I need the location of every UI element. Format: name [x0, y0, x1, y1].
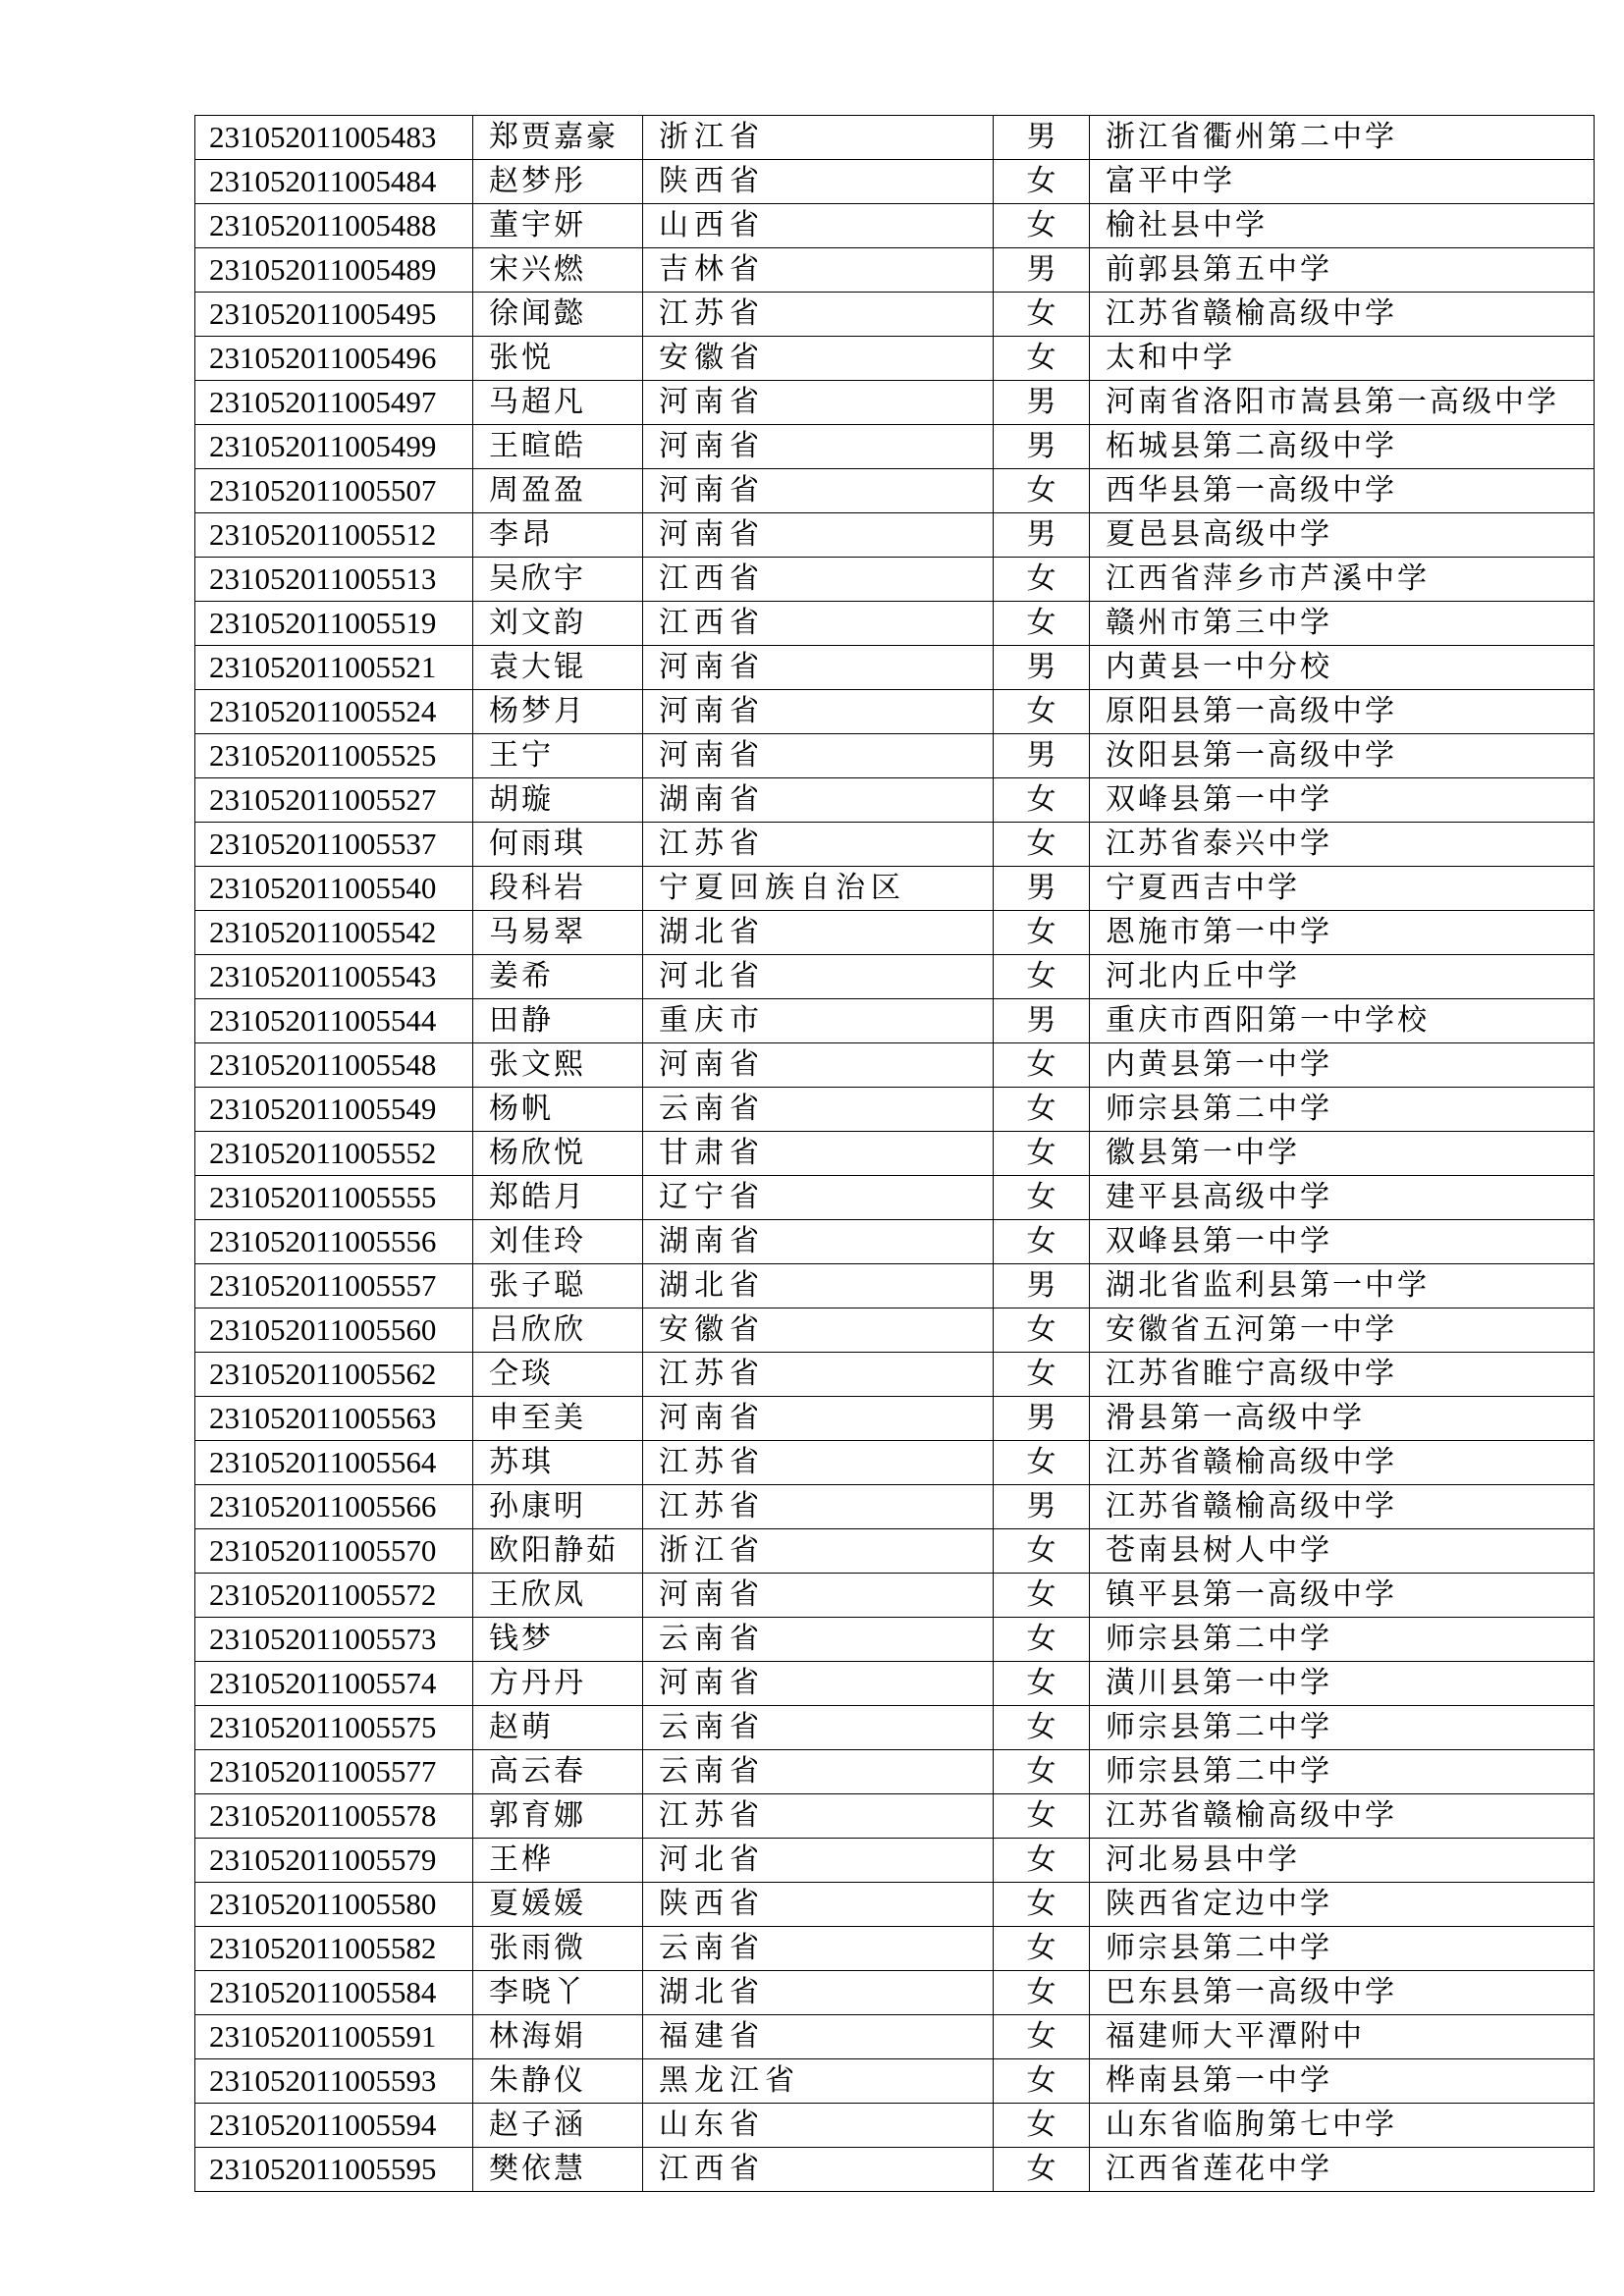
- school-cell: 河北内丘中学: [1090, 955, 1595, 999]
- student-id-cell: 231052011005573: [195, 1618, 473, 1662]
- province-cell: 湖北省: [643, 1264, 994, 1308]
- gender-cell: 女: [994, 2104, 1090, 2148]
- table-row: [195, 469, 1595, 513]
- student-name-cell: 张雨微: [473, 1927, 643, 1971]
- table-row: [195, 1574, 1595, 1618]
- table-row: [195, 867, 1595, 911]
- gender-cell: 女: [994, 1794, 1090, 1839]
- school-cell: 苍南县树人中学: [1090, 1529, 1595, 1574]
- student-name-cell: 王欣凤: [473, 1574, 643, 1618]
- student-name-cell: 郭育娜: [473, 1794, 643, 1839]
- table-row: [195, 293, 1595, 337]
- student-id-cell: 231052011005484: [195, 160, 473, 204]
- province-cell: 江苏省: [643, 1485, 994, 1529]
- student-id-cell: 231052011005542: [195, 911, 473, 955]
- province-cell: 安徽省: [643, 1308, 994, 1353]
- gender-cell: 男: [994, 248, 1090, 293]
- province-cell: 河南省: [643, 690, 994, 734]
- student-id-cell: 231052011005577: [195, 1750, 473, 1794]
- table-row: [195, 734, 1595, 778]
- table-row: [195, 1529, 1595, 1574]
- gender-cell: 女: [994, 337, 1090, 381]
- province-cell: 云南省: [643, 1618, 994, 1662]
- school-cell: 宁夏西吉中学: [1090, 867, 1595, 911]
- school-cell: 滑县第一高级中学: [1090, 1397, 1595, 1441]
- student-name-cell: 仝琰: [473, 1353, 643, 1397]
- student-id-cell: 231052011005562: [195, 1353, 473, 1397]
- student-id-cell: 231052011005512: [195, 513, 473, 558]
- student-name-cell: 王暄皓: [473, 425, 643, 469]
- gender-cell: 女: [994, 160, 1090, 204]
- province-cell: 陕西省: [643, 1883, 994, 1927]
- province-cell: 安徽省: [643, 337, 994, 381]
- gender-cell: 女: [994, 1883, 1090, 1927]
- table-row: [195, 248, 1595, 293]
- student-name-cell: 袁大锟: [473, 646, 643, 690]
- school-cell: 福建师大平潭附中: [1090, 2015, 1595, 2059]
- student-id-cell: 231052011005540: [195, 867, 473, 911]
- school-cell: 富平中学: [1090, 160, 1595, 204]
- gender-cell: 女: [994, 469, 1090, 513]
- student-name-cell: 刘佳玲: [473, 1220, 643, 1264]
- student-name-cell: 吕欣欣: [473, 1308, 643, 1353]
- province-cell: 江西省: [643, 558, 994, 602]
- province-cell: 河南省: [643, 1397, 994, 1441]
- gender-cell: 女: [994, 1220, 1090, 1264]
- student-name-cell: 张悦: [473, 337, 643, 381]
- student-id-cell: 231052011005544: [195, 999, 473, 1043]
- school-cell: 桦南县第一中学: [1090, 2059, 1595, 2104]
- table-row: [195, 778, 1595, 823]
- table-row: [195, 1706, 1595, 1750]
- student-name-cell: 杨梦月: [473, 690, 643, 734]
- gender-cell: 女: [994, 1308, 1090, 1353]
- school-cell: 原阳县第一高级中学: [1090, 690, 1595, 734]
- table-row: [195, 116, 1595, 160]
- province-cell: 云南省: [643, 1088, 994, 1132]
- table-row: [195, 955, 1595, 999]
- student-name-cell: 赵梦彤: [473, 160, 643, 204]
- student-name-cell: 张子聪: [473, 1264, 643, 1308]
- province-cell: 江西省: [643, 602, 994, 646]
- student-id-cell: 231052011005499: [195, 425, 473, 469]
- student-name-cell: 高云春: [473, 1750, 643, 1794]
- school-cell: 徽县第一中学: [1090, 1132, 1595, 1176]
- school-cell: 前郭县第五中学: [1090, 248, 1595, 293]
- school-cell: 汝阳县第一高级中学: [1090, 734, 1595, 778]
- province-cell: 河南省: [643, 381, 994, 425]
- school-cell: 山东省临朐第七中学: [1090, 2104, 1595, 2148]
- province-cell: 江苏省: [643, 293, 994, 337]
- table-row: [195, 558, 1595, 602]
- student-name-cell: 郑皓月: [473, 1176, 643, 1220]
- province-cell: 吉林省: [643, 248, 994, 293]
- student-name-cell: 欧阳静茹: [473, 1529, 643, 1574]
- student-name-cell: 苏琪: [473, 1441, 643, 1485]
- student-id-cell: 231052011005527: [195, 778, 473, 823]
- student-name-cell: 杨帆: [473, 1088, 643, 1132]
- roster-body: [195, 116, 1595, 2192]
- student-id-cell: 231052011005572: [195, 1574, 473, 1618]
- school-cell: 师宗县第二中学: [1090, 1750, 1595, 1794]
- gender-cell: 女: [994, 2015, 1090, 2059]
- school-cell: 双峰县第一中学: [1090, 1220, 1595, 1264]
- province-cell: 河南省: [643, 513, 994, 558]
- table-row: [195, 1397, 1595, 1441]
- province-cell: 浙江省: [643, 116, 994, 160]
- student-name-cell: 孙康明: [473, 1485, 643, 1529]
- gender-cell: 女: [994, 778, 1090, 823]
- student-name-cell: 刘文韵: [473, 602, 643, 646]
- gender-cell: 女: [994, 823, 1090, 867]
- table-row: [195, 646, 1595, 690]
- table-row: [195, 2104, 1595, 2148]
- province-cell: 湖南省: [643, 778, 994, 823]
- student-id-cell: 231052011005563: [195, 1397, 473, 1441]
- gender-cell: 女: [994, 1088, 1090, 1132]
- school-cell: 江苏省赣榆高级中学: [1090, 1794, 1595, 1839]
- student-id-cell: 231052011005574: [195, 1662, 473, 1706]
- student-name-cell: 杨欣悦: [473, 1132, 643, 1176]
- gender-cell: 女: [994, 2059, 1090, 2104]
- gender-cell: 女: [994, 1662, 1090, 1706]
- gender-cell: 男: [994, 1397, 1090, 1441]
- school-cell: 陕西省定边中学: [1090, 1883, 1595, 1927]
- table-row: [195, 911, 1595, 955]
- student-id-cell: 231052011005548: [195, 1043, 473, 1088]
- province-cell: 重庆市: [643, 999, 994, 1043]
- table-row: [195, 1176, 1595, 1220]
- gender-cell: 女: [994, 1839, 1090, 1883]
- table-row: [195, 1132, 1595, 1176]
- student-name-cell: 张文熙: [473, 1043, 643, 1088]
- student-name-cell: 董宇妍: [473, 204, 643, 248]
- gender-cell: 女: [994, 1529, 1090, 1574]
- gender-cell: 女: [994, 911, 1090, 955]
- province-cell: 河南省: [643, 1043, 994, 1088]
- gender-cell: 男: [994, 999, 1090, 1043]
- student-name-cell: 钱梦: [473, 1618, 643, 1662]
- gender-cell: 女: [994, 1353, 1090, 1397]
- gender-cell: 男: [994, 513, 1090, 558]
- admission-roster-table: [194, 115, 1595, 2192]
- school-cell: 江西省萍乡市芦溪中学: [1090, 558, 1595, 602]
- gender-cell: 男: [994, 381, 1090, 425]
- table-row: [195, 1883, 1595, 1927]
- province-cell: 河南省: [643, 1574, 994, 1618]
- province-cell: 福建省: [643, 2015, 994, 2059]
- school-cell: 安徽省五河第一中学: [1090, 1308, 1595, 1353]
- student-name-cell: 周盈盈: [473, 469, 643, 513]
- student-name-cell: 王桦: [473, 1839, 643, 1883]
- student-name-cell: 赵萌: [473, 1706, 643, 1750]
- student-id-cell: 231052011005566: [195, 1485, 473, 1529]
- student-name-cell: 夏媛媛: [473, 1883, 643, 1927]
- student-id-cell: 231052011005582: [195, 1927, 473, 1971]
- province-cell: 云南省: [643, 1927, 994, 1971]
- gender-cell: 女: [994, 955, 1090, 999]
- province-cell: 江苏省: [643, 823, 994, 867]
- province-cell: 云南省: [643, 1706, 994, 1750]
- gender-cell: 女: [994, 1750, 1090, 1794]
- student-id-cell: 231052011005521: [195, 646, 473, 690]
- table-row: [195, 2015, 1595, 2059]
- student-id-cell: 231052011005591: [195, 2015, 473, 2059]
- province-cell: 河南省: [643, 1662, 994, 1706]
- table-row: [195, 690, 1595, 734]
- student-id-cell: 231052011005564: [195, 1441, 473, 1485]
- table-row: [195, 1441, 1595, 1485]
- school-cell: 师宗县第二中学: [1090, 1618, 1595, 1662]
- province-cell: 湖北省: [643, 911, 994, 955]
- student-id-cell: 231052011005537: [195, 823, 473, 867]
- school-cell: 河南省洛阳市嵩县第一高级中学: [1090, 381, 1595, 425]
- student-id-cell: 231052011005519: [195, 602, 473, 646]
- province-cell: 甘肃省: [643, 1132, 994, 1176]
- table-row: [195, 2059, 1595, 2104]
- student-id-cell: 231052011005543: [195, 955, 473, 999]
- table-row: [195, 1220, 1595, 1264]
- gender-cell: 女: [994, 690, 1090, 734]
- student-name-cell: 徐闻懿: [473, 293, 643, 337]
- student-id-cell: 231052011005570: [195, 1529, 473, 1574]
- school-cell: 赣州市第三中学: [1090, 602, 1595, 646]
- gender-cell: 男: [994, 734, 1090, 778]
- province-cell: 江西省: [643, 2148, 994, 2192]
- gender-cell: 男: [994, 646, 1090, 690]
- student-id-cell: 231052011005552: [195, 1132, 473, 1176]
- province-cell: 云南省: [643, 1750, 994, 1794]
- school-cell: 双峰县第一中学: [1090, 778, 1595, 823]
- school-cell: 师宗县第二中学: [1090, 1927, 1595, 1971]
- table-row: [195, 1662, 1595, 1706]
- table-row: [195, 1043, 1595, 1088]
- student-name-cell: 宋兴燃: [473, 248, 643, 293]
- table-row: [195, 160, 1595, 204]
- table-row: [195, 1353, 1595, 1397]
- province-cell: 河南省: [643, 425, 994, 469]
- gender-cell: 女: [994, 1971, 1090, 2015]
- student-name-cell: 吴欣宇: [473, 558, 643, 602]
- school-cell: 镇平县第一高级中学: [1090, 1574, 1595, 1618]
- student-id-cell: 231052011005489: [195, 248, 473, 293]
- student-name-cell: 赵子涵: [473, 2104, 643, 2148]
- gender-cell: 女: [994, 558, 1090, 602]
- gender-cell: 女: [994, 1574, 1090, 1618]
- school-cell: 湖北省监利县第一中学: [1090, 1264, 1595, 1308]
- province-cell: 辽宁省: [643, 1176, 994, 1220]
- province-cell: 湖南省: [643, 1220, 994, 1264]
- table-row: [195, 2148, 1595, 2192]
- province-cell: 湖北省: [643, 1971, 994, 2015]
- gender-cell: 男: [994, 1485, 1090, 1529]
- student-name-cell: 朱静仪: [473, 2059, 643, 2104]
- gender-cell: 男: [994, 116, 1090, 160]
- school-cell: 江苏省赣榆高级中学: [1090, 1441, 1595, 1485]
- school-cell: 江苏省赣榆高级中学: [1090, 293, 1595, 337]
- student-id-cell: 231052011005495: [195, 293, 473, 337]
- table-row: [195, 1088, 1595, 1132]
- table-row: [195, 1839, 1595, 1883]
- table-row: [195, 1750, 1595, 1794]
- school-cell: 恩施市第一中学: [1090, 911, 1595, 955]
- student-id-cell: 231052011005560: [195, 1308, 473, 1353]
- student-name-cell: 马易翠: [473, 911, 643, 955]
- gender-cell: 男: [994, 867, 1090, 911]
- province-cell: 黑龙江省: [643, 2059, 994, 2104]
- student-id-cell: 231052011005557: [195, 1264, 473, 1308]
- gender-cell: 女: [994, 204, 1090, 248]
- student-name-cell: 何雨琪: [473, 823, 643, 867]
- province-cell: 江苏省: [643, 1794, 994, 1839]
- school-cell: 师宗县第二中学: [1090, 1706, 1595, 1750]
- student-id-cell: 231052011005549: [195, 1088, 473, 1132]
- student-id-cell: 231052011005513: [195, 558, 473, 602]
- gender-cell: 女: [994, 1927, 1090, 1971]
- student-name-cell: 郑贾嘉豪: [473, 116, 643, 160]
- school-cell: 江西省莲花中学: [1090, 2148, 1595, 2192]
- school-cell: 夏邑县高级中学: [1090, 513, 1595, 558]
- gender-cell: 男: [994, 1264, 1090, 1308]
- student-name-cell: 马超凡: [473, 381, 643, 425]
- student-id-cell: 231052011005496: [195, 337, 473, 381]
- student-id-cell: 231052011005483: [195, 116, 473, 160]
- school-cell: 太和中学: [1090, 337, 1595, 381]
- school-cell: 建平县高级中学: [1090, 1176, 1595, 1220]
- student-name-cell: 胡璇: [473, 778, 643, 823]
- gender-cell: 女: [994, 1132, 1090, 1176]
- student-id-cell: 231052011005578: [195, 1794, 473, 1839]
- table-row: [195, 999, 1595, 1043]
- gender-cell: 女: [994, 1176, 1090, 1220]
- school-cell: 西华县第一高级中学: [1090, 469, 1595, 513]
- school-cell: 榆社县中学: [1090, 204, 1595, 248]
- gender-cell: 男: [994, 425, 1090, 469]
- student-id-cell: 231052011005497: [195, 381, 473, 425]
- province-cell: 山西省: [643, 204, 994, 248]
- gender-cell: 女: [994, 602, 1090, 646]
- school-cell: 师宗县第二中学: [1090, 1088, 1595, 1132]
- school-cell: 潢川县第一中学: [1090, 1662, 1595, 1706]
- gender-cell: 女: [994, 2148, 1090, 2192]
- student-name-cell: 樊依慧: [473, 2148, 643, 2192]
- student-id-cell: 231052011005507: [195, 469, 473, 513]
- province-cell: 陕西省: [643, 160, 994, 204]
- school-cell: 内黄县一中分校: [1090, 646, 1595, 690]
- school-cell: 江苏省睢宁高级中学: [1090, 1353, 1595, 1397]
- province-cell: 河北省: [643, 955, 994, 999]
- student-id-cell: 231052011005579: [195, 1839, 473, 1883]
- school-cell: 巴东县第一高级中学: [1090, 1971, 1595, 2015]
- student-id-cell: 231052011005488: [195, 204, 473, 248]
- table-row: [195, 204, 1595, 248]
- school-cell: 重庆市酉阳第一中学校: [1090, 999, 1595, 1043]
- school-cell: 江苏省赣榆高级中学: [1090, 1485, 1595, 1529]
- province-cell: 河南省: [643, 646, 994, 690]
- student-name-cell: 田静: [473, 999, 643, 1043]
- student-id-cell: 231052011005556: [195, 1220, 473, 1264]
- province-cell: 河南省: [643, 734, 994, 778]
- table-row: [195, 1971, 1595, 2015]
- table-row: [195, 1485, 1595, 1529]
- student-id-cell: 231052011005595: [195, 2148, 473, 2192]
- student-name-cell: 姜希: [473, 955, 643, 999]
- gender-cell: 女: [994, 1706, 1090, 1750]
- province-cell: 宁夏回族自治区: [643, 867, 994, 911]
- student-name-cell: 林海娟: [473, 2015, 643, 2059]
- student-id-cell: 231052011005594: [195, 2104, 473, 2148]
- school-cell: 内黄县第一中学: [1090, 1043, 1595, 1088]
- table-row: [195, 381, 1595, 425]
- table-row: [195, 1264, 1595, 1308]
- table-row: [195, 602, 1595, 646]
- school-cell: 河北易县中学: [1090, 1839, 1595, 1883]
- province-cell: 河北省: [643, 1839, 994, 1883]
- table-row: [195, 1927, 1595, 1971]
- student-name-cell: 李昂: [473, 513, 643, 558]
- student-id-cell: 231052011005584: [195, 1971, 473, 2015]
- student-id-cell: 231052011005575: [195, 1706, 473, 1750]
- student-name-cell: 方丹丹: [473, 1662, 643, 1706]
- gender-cell: 女: [994, 293, 1090, 337]
- table-row: [195, 1794, 1595, 1839]
- table-row: [195, 1618, 1595, 1662]
- table-row: [195, 425, 1595, 469]
- student-id-cell: 231052011005593: [195, 2059, 473, 2104]
- gender-cell: 女: [994, 1618, 1090, 1662]
- student-id-cell: 231052011005525: [195, 734, 473, 778]
- province-cell: 江苏省: [643, 1353, 994, 1397]
- student-name-cell: 李晓丫: [473, 1971, 643, 2015]
- province-cell: 浙江省: [643, 1529, 994, 1574]
- table-row: [195, 1308, 1595, 1353]
- student-id-cell: 231052011005524: [195, 690, 473, 734]
- student-id-cell: 231052011005555: [195, 1176, 473, 1220]
- gender-cell: 女: [994, 1043, 1090, 1088]
- school-cell: 浙江省衢州第二中学: [1090, 116, 1595, 160]
- table-row: [195, 513, 1595, 558]
- gender-cell: 女: [994, 1441, 1090, 1485]
- student-name-cell: 申至美: [473, 1397, 643, 1441]
- table-row: [195, 337, 1595, 381]
- school-cell: 柘城县第二高级中学: [1090, 425, 1595, 469]
- school-cell: 江苏省泰兴中学: [1090, 823, 1595, 867]
- province-cell: 山东省: [643, 2104, 994, 2148]
- student-name-cell: 段科岩: [473, 867, 643, 911]
- student-id-cell: 231052011005580: [195, 1883, 473, 1927]
- student-name-cell: 王宁: [473, 734, 643, 778]
- province-cell: 河南省: [643, 469, 994, 513]
- table-row: [195, 823, 1595, 867]
- province-cell: 江苏省: [643, 1441, 994, 1485]
